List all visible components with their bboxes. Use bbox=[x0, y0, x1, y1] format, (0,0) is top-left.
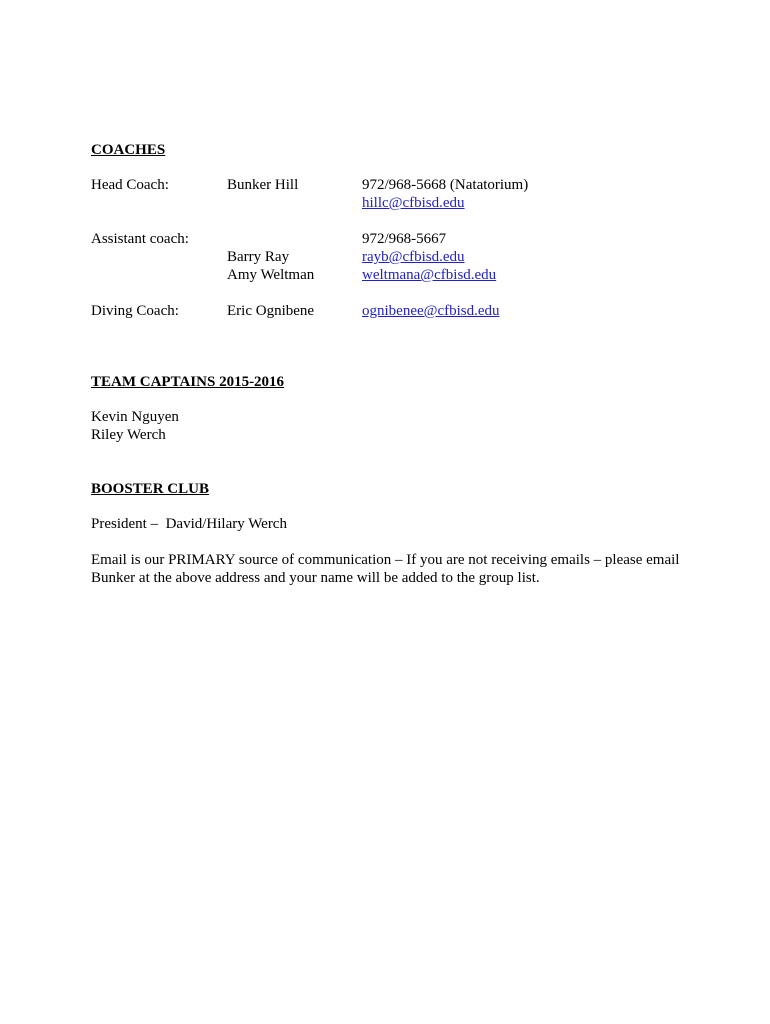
head-coach-name: Bunker Hill bbox=[227, 177, 299, 193]
team-captain-name: Riley Werch bbox=[91, 427, 166, 443]
assistant-coach-name: Barry Ray bbox=[227, 249, 290, 265]
diving-coach-name: Eric Ognibene bbox=[227, 303, 315, 319]
assistant-coach-role: Assistant coach: bbox=[91, 231, 189, 247]
coaches-heading: COACHES bbox=[91, 142, 166, 158]
diving-coach-email-link[interactable]: ognibenee@cfbisd.edu bbox=[362, 303, 500, 319]
head-coach-email-link[interactable]: hillc@cfbisd.edu bbox=[362, 195, 465, 211]
assistant-coach-email-link[interactable]: weltmana@cfbisd.edu bbox=[362, 267, 497, 283]
diving-coach-role: Diving Coach: bbox=[91, 303, 179, 319]
assistant-coach-name: Amy Weltman bbox=[227, 267, 315, 283]
communication-note-line-1: Email is our PRIMARY source of communication – If you are not receiving emails – please email bbox=[91, 552, 680, 568]
head-coach-role: Head Coach: bbox=[91, 177, 169, 193]
assistant-coach-phone: 972/968-5667 bbox=[362, 231, 447, 247]
team-captains-heading: TEAM CAPTAINS 2015-2016 bbox=[91, 374, 285, 390]
assistant-coach-email-link[interactable]: rayb@cfbisd.edu bbox=[362, 249, 465, 265]
booster-club-heading: BOOSTER CLUB bbox=[91, 481, 209, 497]
booster-club-president: President – David/Hilary Werch bbox=[91, 516, 287, 532]
head-coach-phone: 972/968-5668 (Natatorium) bbox=[362, 177, 529, 193]
team-captain-name: Kevin Nguyen bbox=[91, 409, 179, 425]
communication-note-line-2: Bunker at the above address and your name will be added to the group list. bbox=[91, 570, 540, 586]
